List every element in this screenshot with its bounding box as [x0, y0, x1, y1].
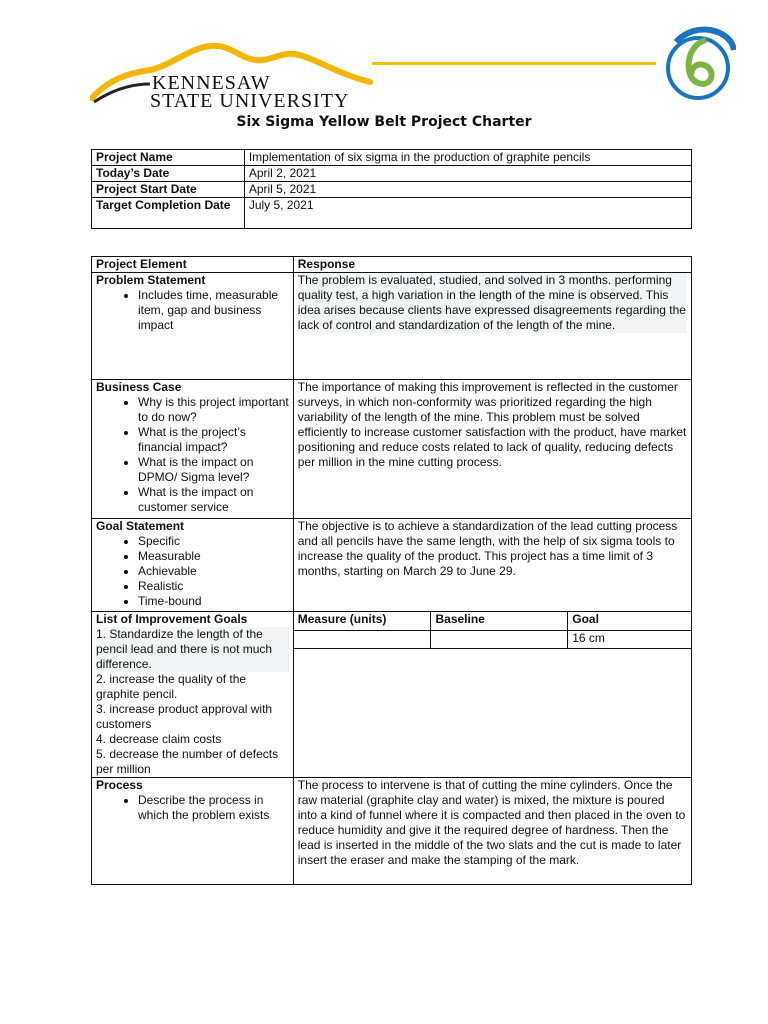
value-cell: Implementation of six sigma in the production of graphite pencils [244, 150, 691, 166]
value-cell: July 5, 2021 [244, 198, 691, 229]
table-header-row [92, 257, 692, 273]
list-item: 2. increase the quality of the graphite pencil. [96, 672, 247, 701]
six-sigma-logo-icon [656, 20, 736, 105]
header-response: Response [293, 257, 691, 273]
university-name-line1: KENNESAW [152, 72, 271, 94]
list-item: • Time-bound [138, 594, 289, 609]
process-response: The process to intervene is that of cutting the mine cylinders. Once the raw material (graphite clay and water) is mixed, the mixture is poured into a kind of funnel where it is compacted and then placed in the oven to reduce humidity and give it the required degree of hardness. Then the lead is inserted in the middle of the two slats and the cut is made to later insert the eraser and make the stamping of the mark. [293, 778, 691, 885]
kennesaw-logo [90, 38, 380, 118]
process-row [92, 778, 692, 885]
baseline-header: Baseline [431, 612, 568, 631]
list-item: • What is the project’s financial impact? [138, 425, 289, 455]
value-cell: April 5, 2021 [244, 182, 691, 198]
header-element: Project Element [92, 257, 294, 273]
goal-row [92, 519, 692, 612]
label-cell: Project Name [92, 150, 245, 166]
goal-response: The objective is to achieve a standardization of the lead cutting process and all pencils have the same length, with the help of six sigma tools to increase the quality of the product. This project has a time limit of 3 months, starting on March 29 to June 29. [293, 519, 691, 612]
list-item: • Achievable [138, 564, 289, 579]
list-item: 3. increase product approval with customers [96, 702, 273, 731]
list-item: • Specific [138, 534, 289, 549]
list-item: 5. decrease the number of defects per million [96, 747, 279, 776]
value-cell: April 2, 2021 [244, 166, 691, 182]
blank-cell [293, 649, 691, 778]
goal-header: Goal [568, 612, 692, 631]
business-title: Business Case [96, 380, 182, 394]
problem-bullets [96, 288, 289, 333]
table-row [92, 150, 692, 166]
business-row [92, 380, 692, 519]
measure-cell [293, 630, 431, 649]
business-bullets [96, 395, 289, 515]
list-item: • What is the impact on DPMO/ Sigma level? [138, 455, 289, 485]
measure-header: Measure (units) [293, 612, 431, 631]
list-item: • What is the impact on customer service [138, 485, 289, 515]
header-divider [372, 62, 656, 65]
problem-title: Problem Statement [96, 273, 206, 287]
goal-title: Goal Statement [96, 519, 185, 533]
table-row [92, 198, 692, 229]
label-cell: Target Completion Date [92, 198, 245, 229]
baseline-cell [431, 630, 568, 649]
table-row [92, 166, 692, 182]
list-item: 4. decrease claim costs [96, 732, 222, 746]
label-cell: Project Start Date [92, 182, 245, 198]
business-response: The importance of making this improvement is reflected in the customer surveys, in which non-conformity was prioritized regarding the high variability of the length of the mine. This problem must be solved efficiently to increase customer satisfaction with the product, have market positioning and reduce costs related to lack of quality, reducing defects per million in the mine cutting process. [293, 380, 691, 519]
project-info-table [91, 149, 692, 229]
list-item: • Realistic [138, 579, 289, 594]
list-item: • Describe the process in which the problem exists [138, 793, 289, 823]
list-item: • Why is this project important to do now? [138, 395, 289, 425]
improvement-header-row [92, 612, 692, 631]
goal-bullets [96, 534, 289, 609]
university-name-line2: STATE UNIVERSITY [150, 90, 350, 112]
list-item: • Includes time, measurable item, gap and business impact [138, 288, 289, 333]
list-item: 1. Standardize the length of the pencil lead and there is not much difference. [96, 627, 289, 672]
page-title: Six Sigma Yellow Belt Project Charter [236, 114, 532, 130]
goal-value-cell: 16 cm [568, 630, 692, 649]
process-bullets [96, 793, 289, 823]
table-row [92, 182, 692, 198]
process-title: Process [96, 778, 143, 792]
improvement-title: List of Improvement Goals [96, 612, 248, 626]
problem-row [92, 273, 692, 380]
list-item: • Measurable [138, 549, 289, 564]
charter-table [91, 256, 692, 885]
problem-response: The problem is evaluated, studied, and solved in 3 months. performing quality test, a high variation in the length of the mine is observed. This idea arises because clients have expressed disagreements regarding the lack of control and standardization of the length of the mine. [297, 273, 686, 332]
label-cell: Today’s Date [92, 166, 245, 182]
